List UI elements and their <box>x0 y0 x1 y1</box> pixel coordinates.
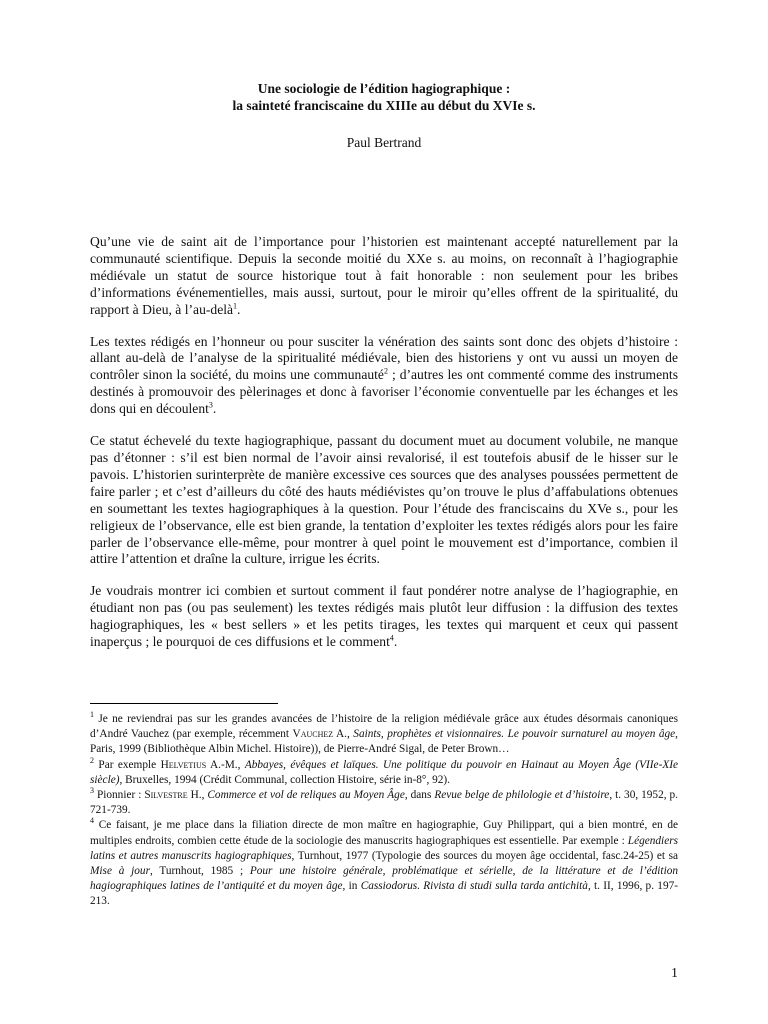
footnotes <box>90 712 678 910</box>
footnote-ref-4: 4 <box>389 633 394 643</box>
paragraph-4: Je voudrais montrer ici combien et surtout comment il faut pondérer notre analyse de l’hagiographie, en étudiant non pas (ou pas seulement) les textes rédigés mais plutôt leur diffusion : la diffusion des textes hagiographiques, les « best sellers » et les petits tirages, les textes qui marquent et ceux qui passent inaperçus ; le pourquoi de ces diffusions et le comment$^4$. <box>90 583 678 650</box>
footnote-3: $^3$ Pionnier : Silvestre H., Commerce et vol de reliques au Moyen Âge, dans Revue belge de philologie et d’histoire, t. 30, 1952, p. 721-739. <box>90 786 678 817</box>
footnote-ref-3: 3 <box>208 400 213 410</box>
body-text <box>90 234 678 666</box>
footnote-ref-2: 2 <box>383 366 388 376</box>
footnote-ref-1: 1 <box>233 301 238 311</box>
paragraph-1: Qu’une vie de saint ait de l’importance pour l’historien est maintenant accepté naturellement par la communauté scientifique. Depuis la seconde moitié du XXe s. au moins, on reconnaît à l’hagiographie médiévale un statut de source historique tout à fait honorable : non seulement pour les bribes d’informations événementielles, mais aussi, surtout, pour le miroir qu’elles offrent de la spiritualité, du rapport à Dieu, à l’au-delà$^1$. <box>90 234 678 317</box>
footnote-separator <box>90 703 278 704</box>
page-number: 1 <box>671 966 678 981</box>
footnote-4: $^4$ Ce faisant, je me place dans la filiation directe de mon maître en hagiographie, Guy Philippart, qui a bien montré, en de multiples endroits, combien cette étude de la sociologie des manuscrits hagiographiques est essentielle. Par exemple : Légendiers latins et autres manuscrits hagiographiques, Turnhout, 1977 (Typologie des sources du moyen âge occidental, fasc.24-25) et sa Mise à jour, Turnhout, 1985 ; Pour une histoire générale, problématique et sérielle, de la littérature et de l’édition hagiographiques latines de l’antiquité et du moyen âge, in Cassiodorus. Rivista di studi sulla tarda antichità, t. II, 1996, p. 197-213. <box>90 816 679 908</box>
footnote-1: $^1$ Je ne reviendrai pas sur les grandes avancées de l’histoire de la religion médiévale grâce aux études désormais canoniques d’André Vauchez (par exemple, récemment Vauchez A., Saints, prophètes et visionnaires. Le pouvoir surnaturel au moyen âge, Paris, 1999 (Bibliothèque Albin Michel. Histoire)), de Pierre-André Sigal, de Peter Brown… <box>90 710 678 756</box>
title-line-2: la sainteté franciscaine du XIIIe au début du XVIe s. <box>232 98 536 113</box>
footnote-2: $^2$ Par exemple Helvetius A.-M., Abbayes, évêques et laïques. Une politique du pouvoir en Hainaut au Moyen Âge (VIIe-XIe siècle), Bruxelles, 1994 (Crédit Communal, collection Histoire, série in-8°, 92). <box>90 755 679 786</box>
author-name: Paul Bertrand <box>346 135 422 150</box>
title-line-1: Une sociologie de l’édition hagiographique : <box>257 81 511 96</box>
paragraph-3: Ce statut échevelé du texte hagiographique, passant du document muet au document volubile, ne manque pas d’étonner : s’il est bien normal de l’avoir ainsi revalorisé, il est toutefois abusif de le hisser sur le pavois. L’historien surinterprète de manière excessive ces sources que des analyses poussées permettent de faire parler ; et c’est d’ailleurs du côté des hauts médiévistes qu’on trouve le plus d’affabulations obtenues en soumettant les textes hagiographiques à la question. Pour l’étude des franciscains du XVe s., pour les religieux de l’observance, elle est bien grande, la tentation d’exploiter les textes rédigés alors pour les faire parler de l’observance elle-même, pour montrer à quel point le mouvement est d’importance, combien il attire l’attention et draîne la culture, irrigue les écrits. <box>90 433 678 567</box>
paragraph-2: Les textes rédigés en l’honneur ou pour susciter la vénération des saints sont donc des objets d’histoire : allant au-delà de l’analyse de la spiritualité médiévale, bien des historiens y ont vu aussi un moyen de contrôler sinon la société, du moins une communauté$^2$ ; d’autres les ont commenté comme des instruments destinés à promouvoir des pèlerinages et donc à favoriser l’économie conventuelle par les échanges et les dons qui en découlent$^3$. <box>90 333 678 417</box>
paper-title <box>90 80 678 114</box>
